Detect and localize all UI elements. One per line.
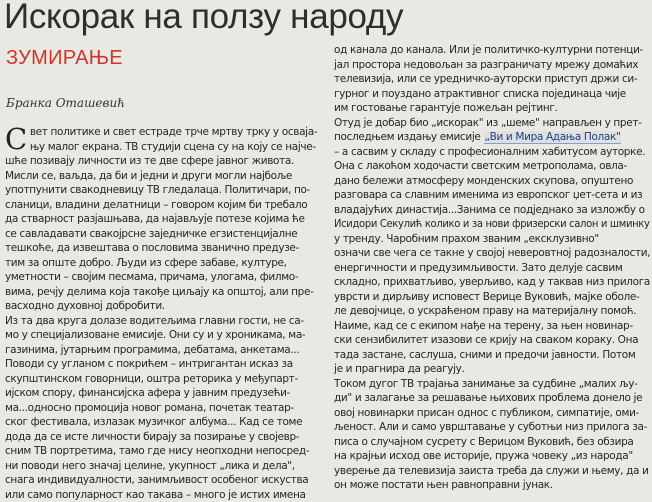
text-line: складно, прихватљиво, уверљиво, кад у таквав низ прилога — [334, 275, 649, 290]
text-line: шће позивају личности из те две сфере јавног живота. — [5, 154, 323, 169]
text-line: енергичности и предузимљивости. Зато делује сасвим — [334, 261, 650, 276]
text-line: васходно духовној добробити. — [5, 299, 323, 314]
text-line: снага индивидуалности, занимљивост особеног искуства — [5, 473, 323, 488]
text-line: ле девојчице, о ускраћеном праву на материјалну помоћ. — [334, 304, 650, 319]
text-line: љеност. Али и само уврштавање у суботњи низ прилога за- — [334, 420, 650, 435]
article-column-1 — [5, 125, 323, 502]
text-line: мо у специјализоване емисије. Они су и у хроникама, ма- — [5, 328, 323, 343]
article-column-2 — [334, 43, 650, 493]
text-line: скупштинском говорници, оштра реторика у међупарт- — [5, 372, 323, 387]
text-line: уврсти и дирљиву исповест Верице Вуковић, мајке оболе- — [334, 290, 650, 305]
text-line: писа о случајном сусрету с Верицом Вуковић, без обзира — [334, 435, 650, 450]
text-line: вет политике и свет естраде трче мртву трку у освaја- — [5, 125, 323, 140]
text-line: јал простора недовољан за разграничату мрежу домаћих — [334, 58, 650, 73]
text-line: у тренду. Чаробним прахом званим „ексклузивно" — [334, 232, 650, 247]
text-line: дано бележи атмосферу монденских скупова, опуштено — [334, 174, 650, 189]
text-line: ски сензибилитет изазови се крију на сваком кораку. Она — [334, 333, 650, 348]
text-line: ди" и залагање за решавање њихових проблема донело је — [334, 391, 650, 406]
headline: Искорак на ползу народу — [4, 0, 403, 37]
text-line: тешкоће, да извештава о пословима званично предузе- — [5, 241, 323, 256]
text-line: уметности – својим песмама, причама, улогама, филмо- — [5, 270, 323, 285]
text-line: сним ТВ портретима, тамо где нису неопходни непосред- — [5, 444, 323, 459]
text-line: телевизија, или се уредничко-ауторски приступ држи си- — [334, 72, 650, 87]
text-line: овој новинарки присан однос с публиком, симпатије, оми- — [334, 406, 650, 421]
text-line: њу малог екрана. ТВ студији сцена су на коју се најче- — [5, 140, 323, 155]
section-rubric: ЗУМИРАЊЕ — [6, 46, 123, 70]
text-fragment: последњем издању емисије — [334, 131, 481, 143]
text-line: на крајњи исход ове историје, пружа човеку „из народа" — [334, 449, 650, 464]
text-line: разговара са славним именима из европског џет-сета и из — [334, 188, 650, 203]
text-line: Из та два круга долазе водитељима главни гости, не са- — [5, 314, 323, 329]
text-line: Наиме, кад се с екипом нађе на терену, за њен новинар- — [334, 319, 650, 334]
text-line: дода да се исте личности бирају за позирање у својевр- — [5, 430, 323, 445]
author-byline: Бранка Оташевић — [6, 96, 125, 110]
text-line: владајућих династија...Занима се подједнако за изложбу о — [334, 203, 650, 218]
text-line: означи све чега се такне у својој неверовтној радозналости, — [334, 246, 649, 261]
text-line: је и прагнира да реагују. — [334, 362, 650, 377]
text-line: употпунити свакодневицу ТВ гледалаца. Политичари, по- — [5, 183, 323, 198]
text-line: ијском спору, финансијска афера у јавним предузећи- — [5, 386, 323, 401]
text-line: се савладавати свакојрсне заједничке егзистенцијалне — [5, 227, 323, 242]
text-line: Током дугог ТВ трајања занимање за судбине „малих љу- — [334, 377, 650, 392]
text-line: Мисли се, ваљда, да би и једни и други могли најбоље — [5, 169, 323, 184]
text-line: Отуд је добар био „искорак" из „шеме" направљен у прет- — [334, 116, 650, 131]
text-line: сланици, владини делатници – говором којим би требало — [5, 198, 323, 213]
highlighted-show-title[interactable]: „Ви и Мира Адања Полак" — [484, 131, 622, 144]
text-line: или само популарност као такава – много је истих имена — [5, 488, 323, 502]
text-line-with-highlight — [334, 130, 650, 145]
text-line: газинима, јутарњим програмима, дебатама, анкетама... — [5, 343, 323, 358]
text-line: Поводи су угланом с покрићем – интригантан исказ за — [5, 357, 323, 372]
text-line: ског фестивала, излазак музичког албума... Кад се томе — [5, 415, 323, 430]
text-line: тим за опште добро. Људи из сфере забаве, културе, — [5, 256, 323, 271]
text-line: Исидори Секулић колико и за нови фризерски салон и шминку — [334, 217, 635, 232]
text-line: Она с лакоћом ходочасти светским метрополама, овла- — [334, 159, 650, 174]
text-line: да стварност разјашњава, да најављује потезе којима ће — [5, 212, 323, 227]
text-line: он може постати њен равноправни јунак. — [334, 478, 650, 493]
text-line: ма...односно промоција новог романа, почетак театар- — [5, 401, 323, 416]
text-line: ни поводи него значај целине, укупност „лика и дела", — [5, 459, 323, 474]
text-line: вима, речју делима која такође циљају ка општој, али пре- — [5, 285, 323, 300]
text-line: им гостовање гарантује пожељан рејтинг. — [334, 101, 650, 116]
drop-cap: С — [5, 126, 27, 152]
text-line: гурног и поуздано атрактивног списка појединаца чије — [334, 87, 650, 102]
text-line: од канала до канала. Или је политичко-културни потенци- — [334, 43, 650, 58]
text-line: уверење да телевизија заиста треба да служи и њему, да и — [334, 464, 650, 479]
text-line: тада застане, саслуша, сними и предочи јавности. Потом — [334, 348, 650, 363]
text-line: – а сасвим у складу с професионалним хабитусом ауторке. — [334, 145, 650, 160]
